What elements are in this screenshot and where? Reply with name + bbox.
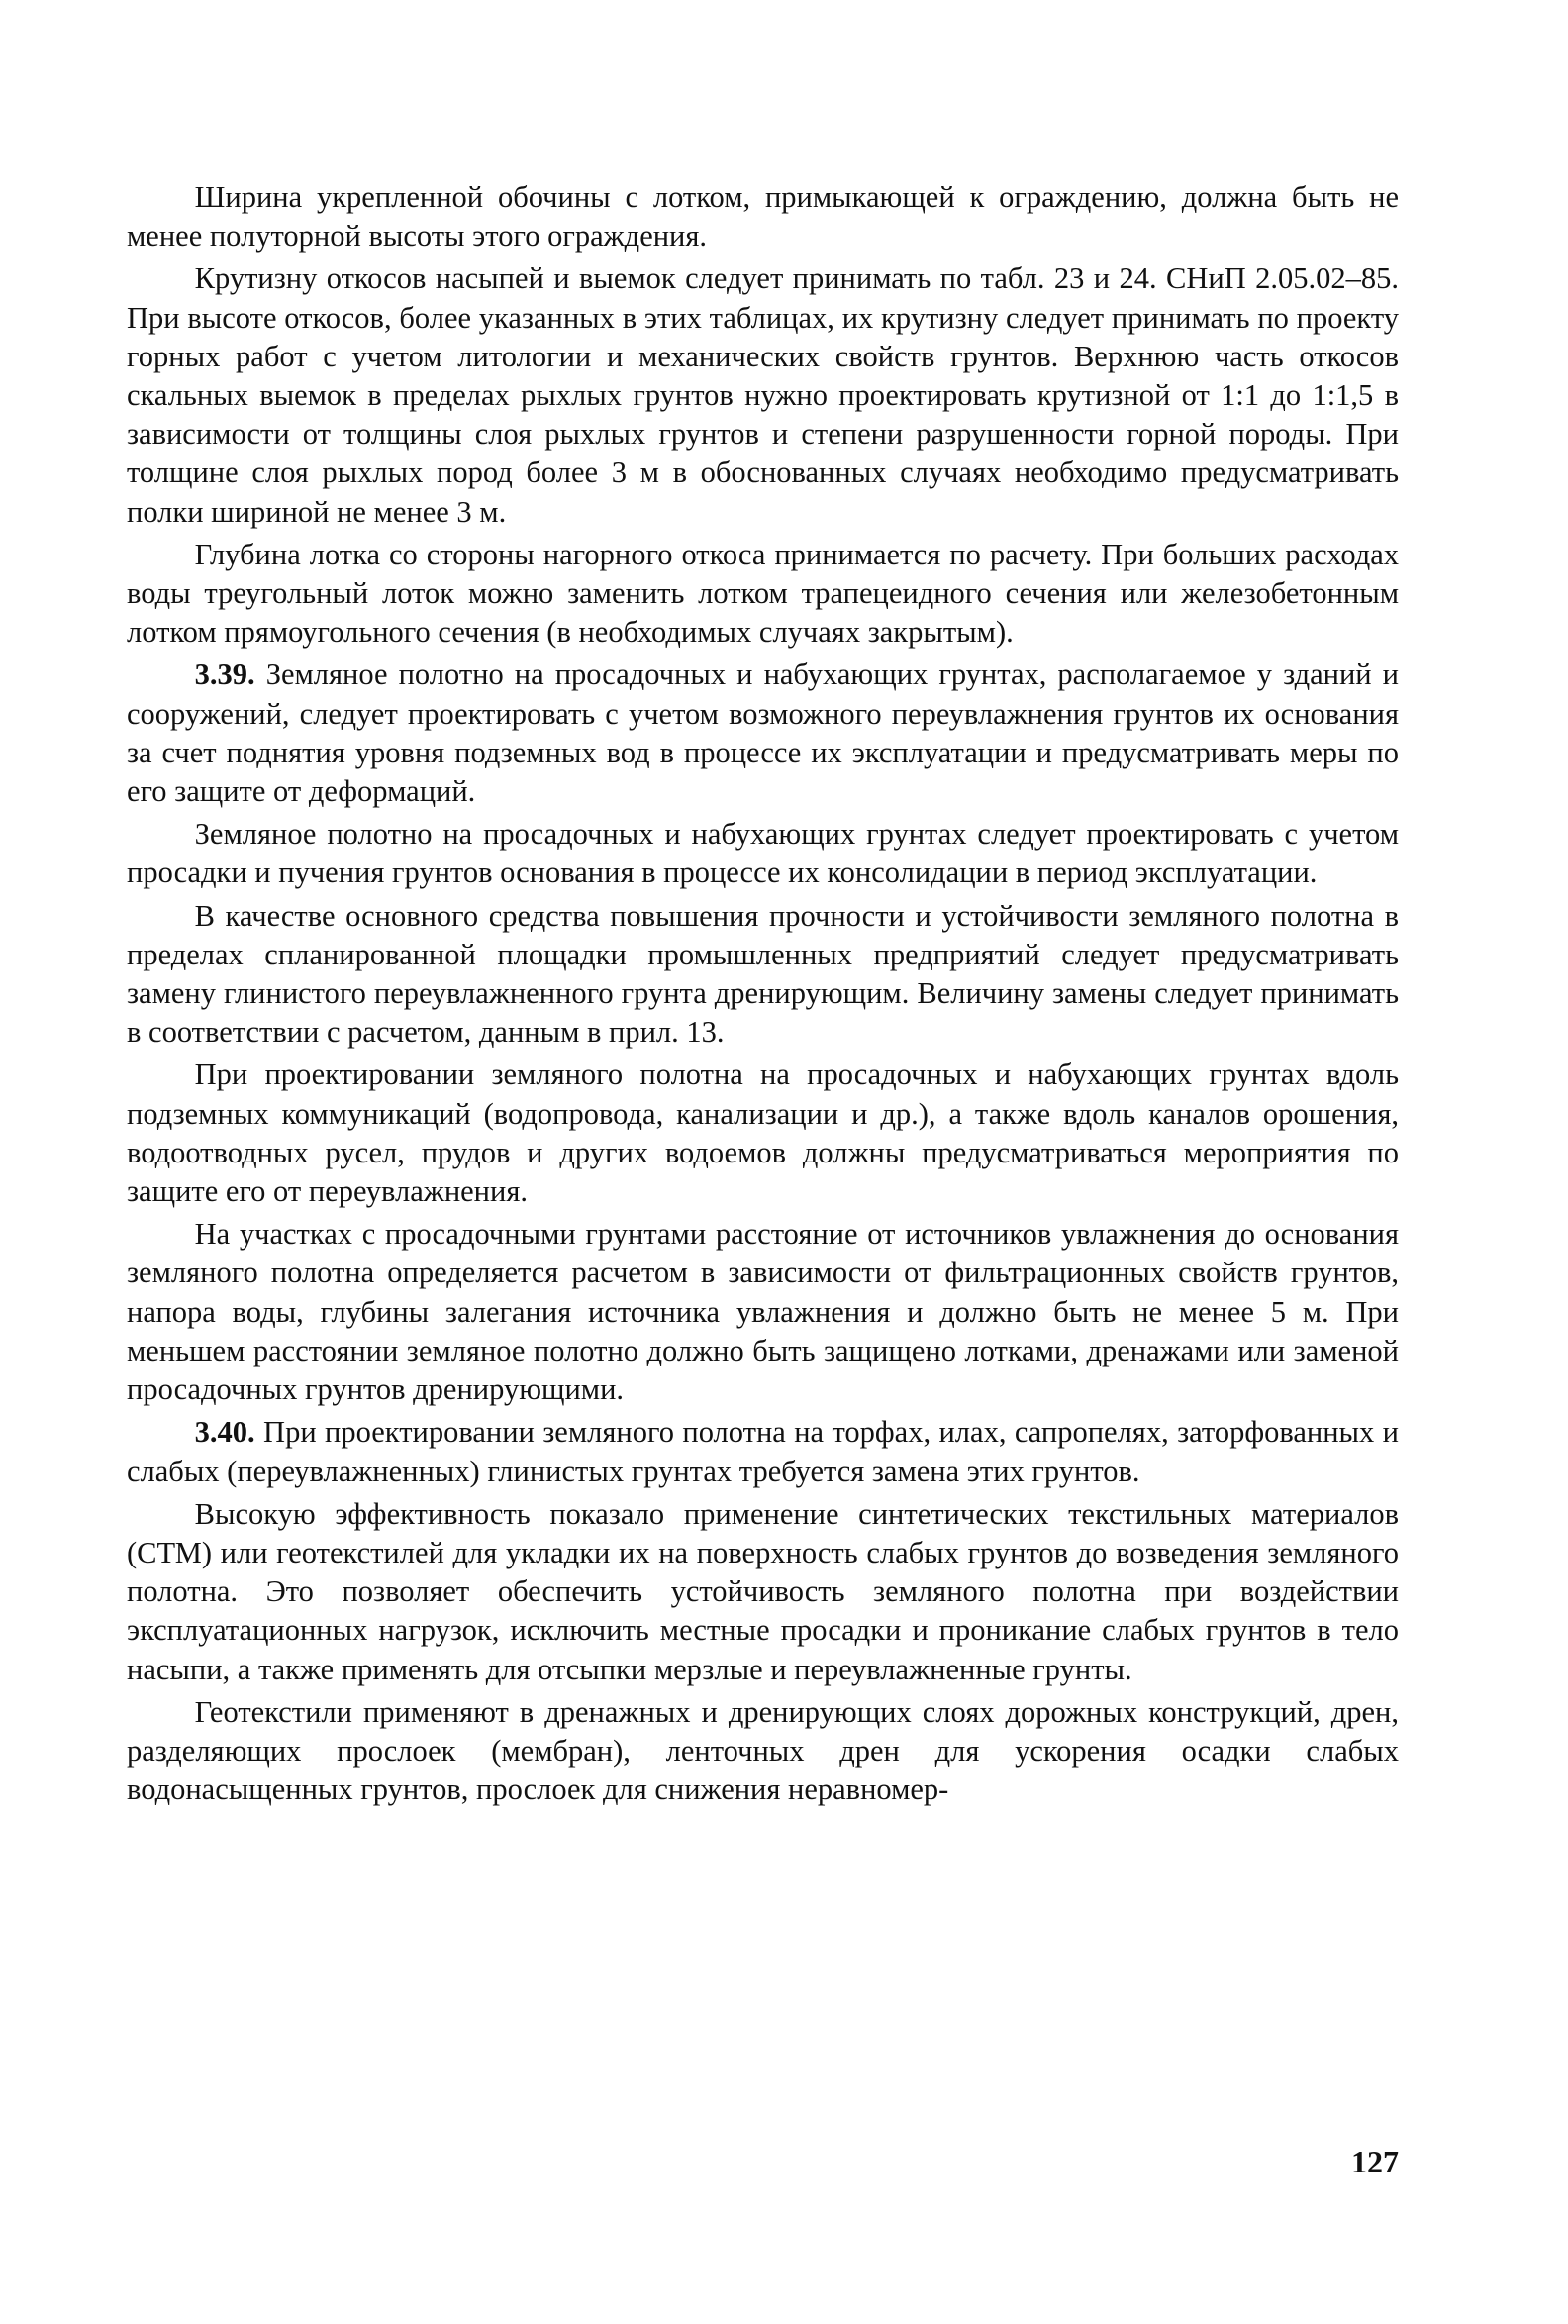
page-body <box>127 178 1399 1813</box>
paragraph <box>127 897 1399 1053</box>
paragraph-text: Земляное полотно на просадочных и набухающих грунтах следует проектировать с учетом просадки и пучения грунтов основания в процессе их консолидации в период эксплуатации. <box>127 817 1399 890</box>
paragraph <box>127 1495 1399 1689</box>
paragraph <box>127 536 1399 653</box>
paragraph <box>127 259 1399 531</box>
paragraph-text: На участках с просадочными грунтами расстояние от источников увлажнения до основания земляного полотна определяется расчетом в зависимости от фильтрационных свойств грунтов, напора воды, глубины залегания источника увлажнения и должно быть не менее 5 м. При меньшем расстоянии земляное полотно должно быть защищено лотками, дренажами или заменой просадочных грунтов дренирующими. <box>127 1217 1399 1407</box>
paragraph-text: Высокую эффективность показало применение синтетических текстильных материалов (СТМ) или геотекстилей для укладки их на поверхность слабых грунтов до возведения земляного полотна. Это позволяет обеспечить устойчивость земляного полотна при воздействии эксплуатационных нагрузок, исключить местные просадки и проникание слабых грунтов в тело насыпи, а также применять для отсыпки мерзлые и переувлажненные грунты. <box>127 1496 1399 1686</box>
paragraph-text: Геотекстили применяют в дренажных и дренирующих слоях дорожных конструкций, дрен, разделяющих прослоек (мембран), ленточных дрен для ускорения осадки слабых водонасыщенных грунтов, прослоек для снижения неравномер- <box>127 1694 1399 1807</box>
paragraph-text: Глубина лотка со стороны нагорного откоса принимается по расчету. При больших расходах воды треугольный лоток можно заменить лотком трапецеидного сечения или железобетонным лотком прямоугольного сечения (в необходимых случаях закрытым). <box>127 537 1399 650</box>
paragraph <box>127 178 1399 255</box>
paragraph-text: В качестве основного средства повышения прочности и устойчивости земляного полотна в пределах спланированной площадки промышленных предприятий следует предусматривать замену глинистого переувлажненного грунта дренирующим. Величину замены следует принимать в соответствии с расчетом, данным в прил. 13. <box>127 898 1399 1050</box>
paragraph-text: При проектировании земляного полотна на торфах, илах, сапропелях, заторфованных и слабых (переувлажненных) глинистых грунтах требуется замена этих грунтов. <box>127 1415 1399 1488</box>
paragraph <box>127 1056 1399 1211</box>
paragraph <box>127 1215 1399 1409</box>
paragraph-text: Ширина укрепленной обочины с лотком, примыкающей к ограждению, должна быть не менее полуторной высоты этого ограждения. <box>127 180 1399 253</box>
clause-number: 3.39. <box>194 657 255 692</box>
clause-number: 3.40. <box>194 1415 255 1450</box>
page-number: 127 <box>1351 2144 1399 2179</box>
paragraph-text: Земляное полотно на просадочных и набухающих грунтах, располагаемое у зданий и сооружений, следует проектировать с учетом возможного переувлажнения грунтов их основания за счет поднятия уровня подземных вод в процессе их эксплуатации и предусматривать меры по его защите от деформаций. <box>127 657 1399 809</box>
paragraph-text: При проектировании земляного полотна на просадочных и набухающих грунтах вдоль подземных коммуникаций (водопровода, канализации и др.), а также вдоль каналов орошения, водоотводных русел, прудов и других водоемов должны предусматриваться мероприятия по защите его от переувлажнения. <box>127 1058 1399 1209</box>
paragraph-text: Крутизну откосов насыпей и выемок следует принимать по табл. 23 и 24. СНиП 2.05.02–85. При высоте откосов, более указанных в этих таблицах, их крутизну следует принимать по проекту горных работ с учетом литологии и механических свойств грунтов. Верхнюю часть откосов скальных выемок в пределах рыхлых грунтов нужно проектировать крутизной от 1:1 до 1:1,5 в зависимости от толщины слоя рыхлых грунтов и степени разрушенности горной породы. При толщине слоя рыхлых пород более 3 м в обоснованных случаях необходимо предусматривать полки шириной не менее 3 м. <box>127 261 1399 529</box>
paragraph <box>127 1693 1399 1810</box>
paragraph <box>127 656 1399 811</box>
paragraph <box>127 1413 1399 1490</box>
paragraph <box>127 815 1399 892</box>
